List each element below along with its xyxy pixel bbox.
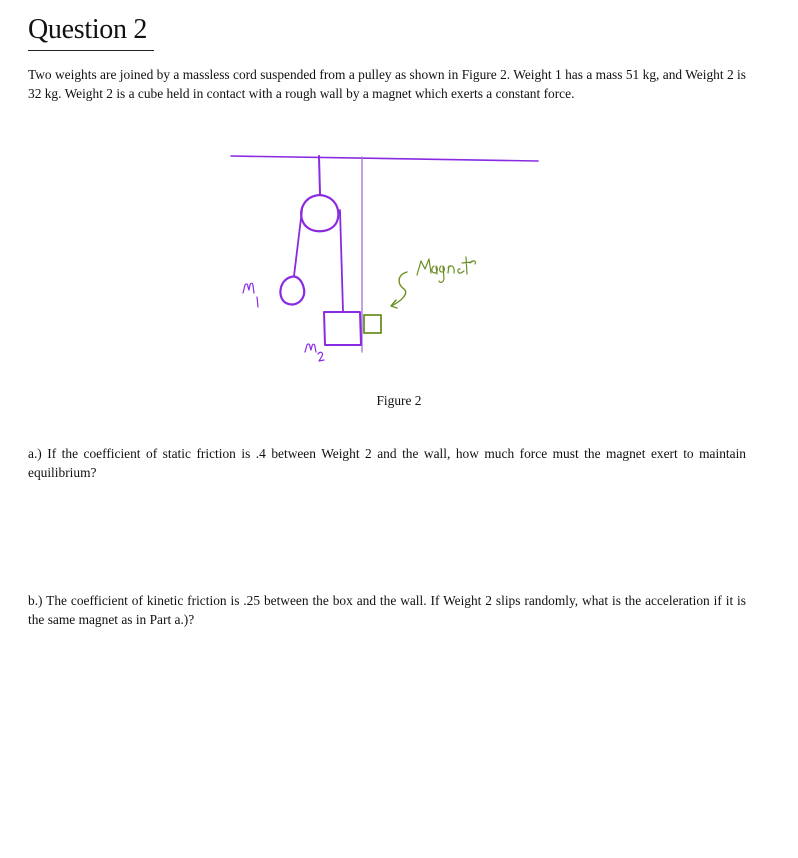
pulley-wheel <box>301 195 338 231</box>
cord-left <box>294 210 302 276</box>
cord-right <box>340 210 343 311</box>
ceiling-line <box>231 156 538 161</box>
question-title: Question 2 <box>28 14 148 45</box>
figure-caption <box>0 392 798 410</box>
question-part-a: a.) If the coefficient of static friction is .4 between Weight 2 and the wall, how much force must the magnet exert to maintain equilibrium? <box>28 446 746 480</box>
magnet-label-handwriting <box>417 257 475 282</box>
magnet-block <box>364 315 381 333</box>
weight-1-circle <box>280 277 304 305</box>
question-part-b: b.) The coefficient of kinetic friction is .25 between the box and the wall. If Weight 2 slips randomly, what is the acceleration if it is the same magnet as in Part a.)? <box>28 593 746 627</box>
label-m1-glyph <box>243 283 254 293</box>
question-intro: Two weights are joined by a massless cord suspended from a pulley as shown in Figure 2. Weight 1 has a mass 51 kg, and Weight 2 is 32 kg. Weight 2 is a cube held in contact with a rough wall by a magnet which exerts a constant force. <box>28 67 746 101</box>
figure-caption-text: Figure 2 <box>376 393 422 408</box>
label-m1-sub-glyph <box>257 297 258 307</box>
label-m2-sub-glyph <box>318 352 324 361</box>
magnet-arrow <box>391 272 407 308</box>
label-m2-glyph <box>305 344 316 352</box>
figure-2-diagram <box>0 0 798 400</box>
pulley-support <box>319 156 320 194</box>
weight-2-box <box>324 312 361 345</box>
